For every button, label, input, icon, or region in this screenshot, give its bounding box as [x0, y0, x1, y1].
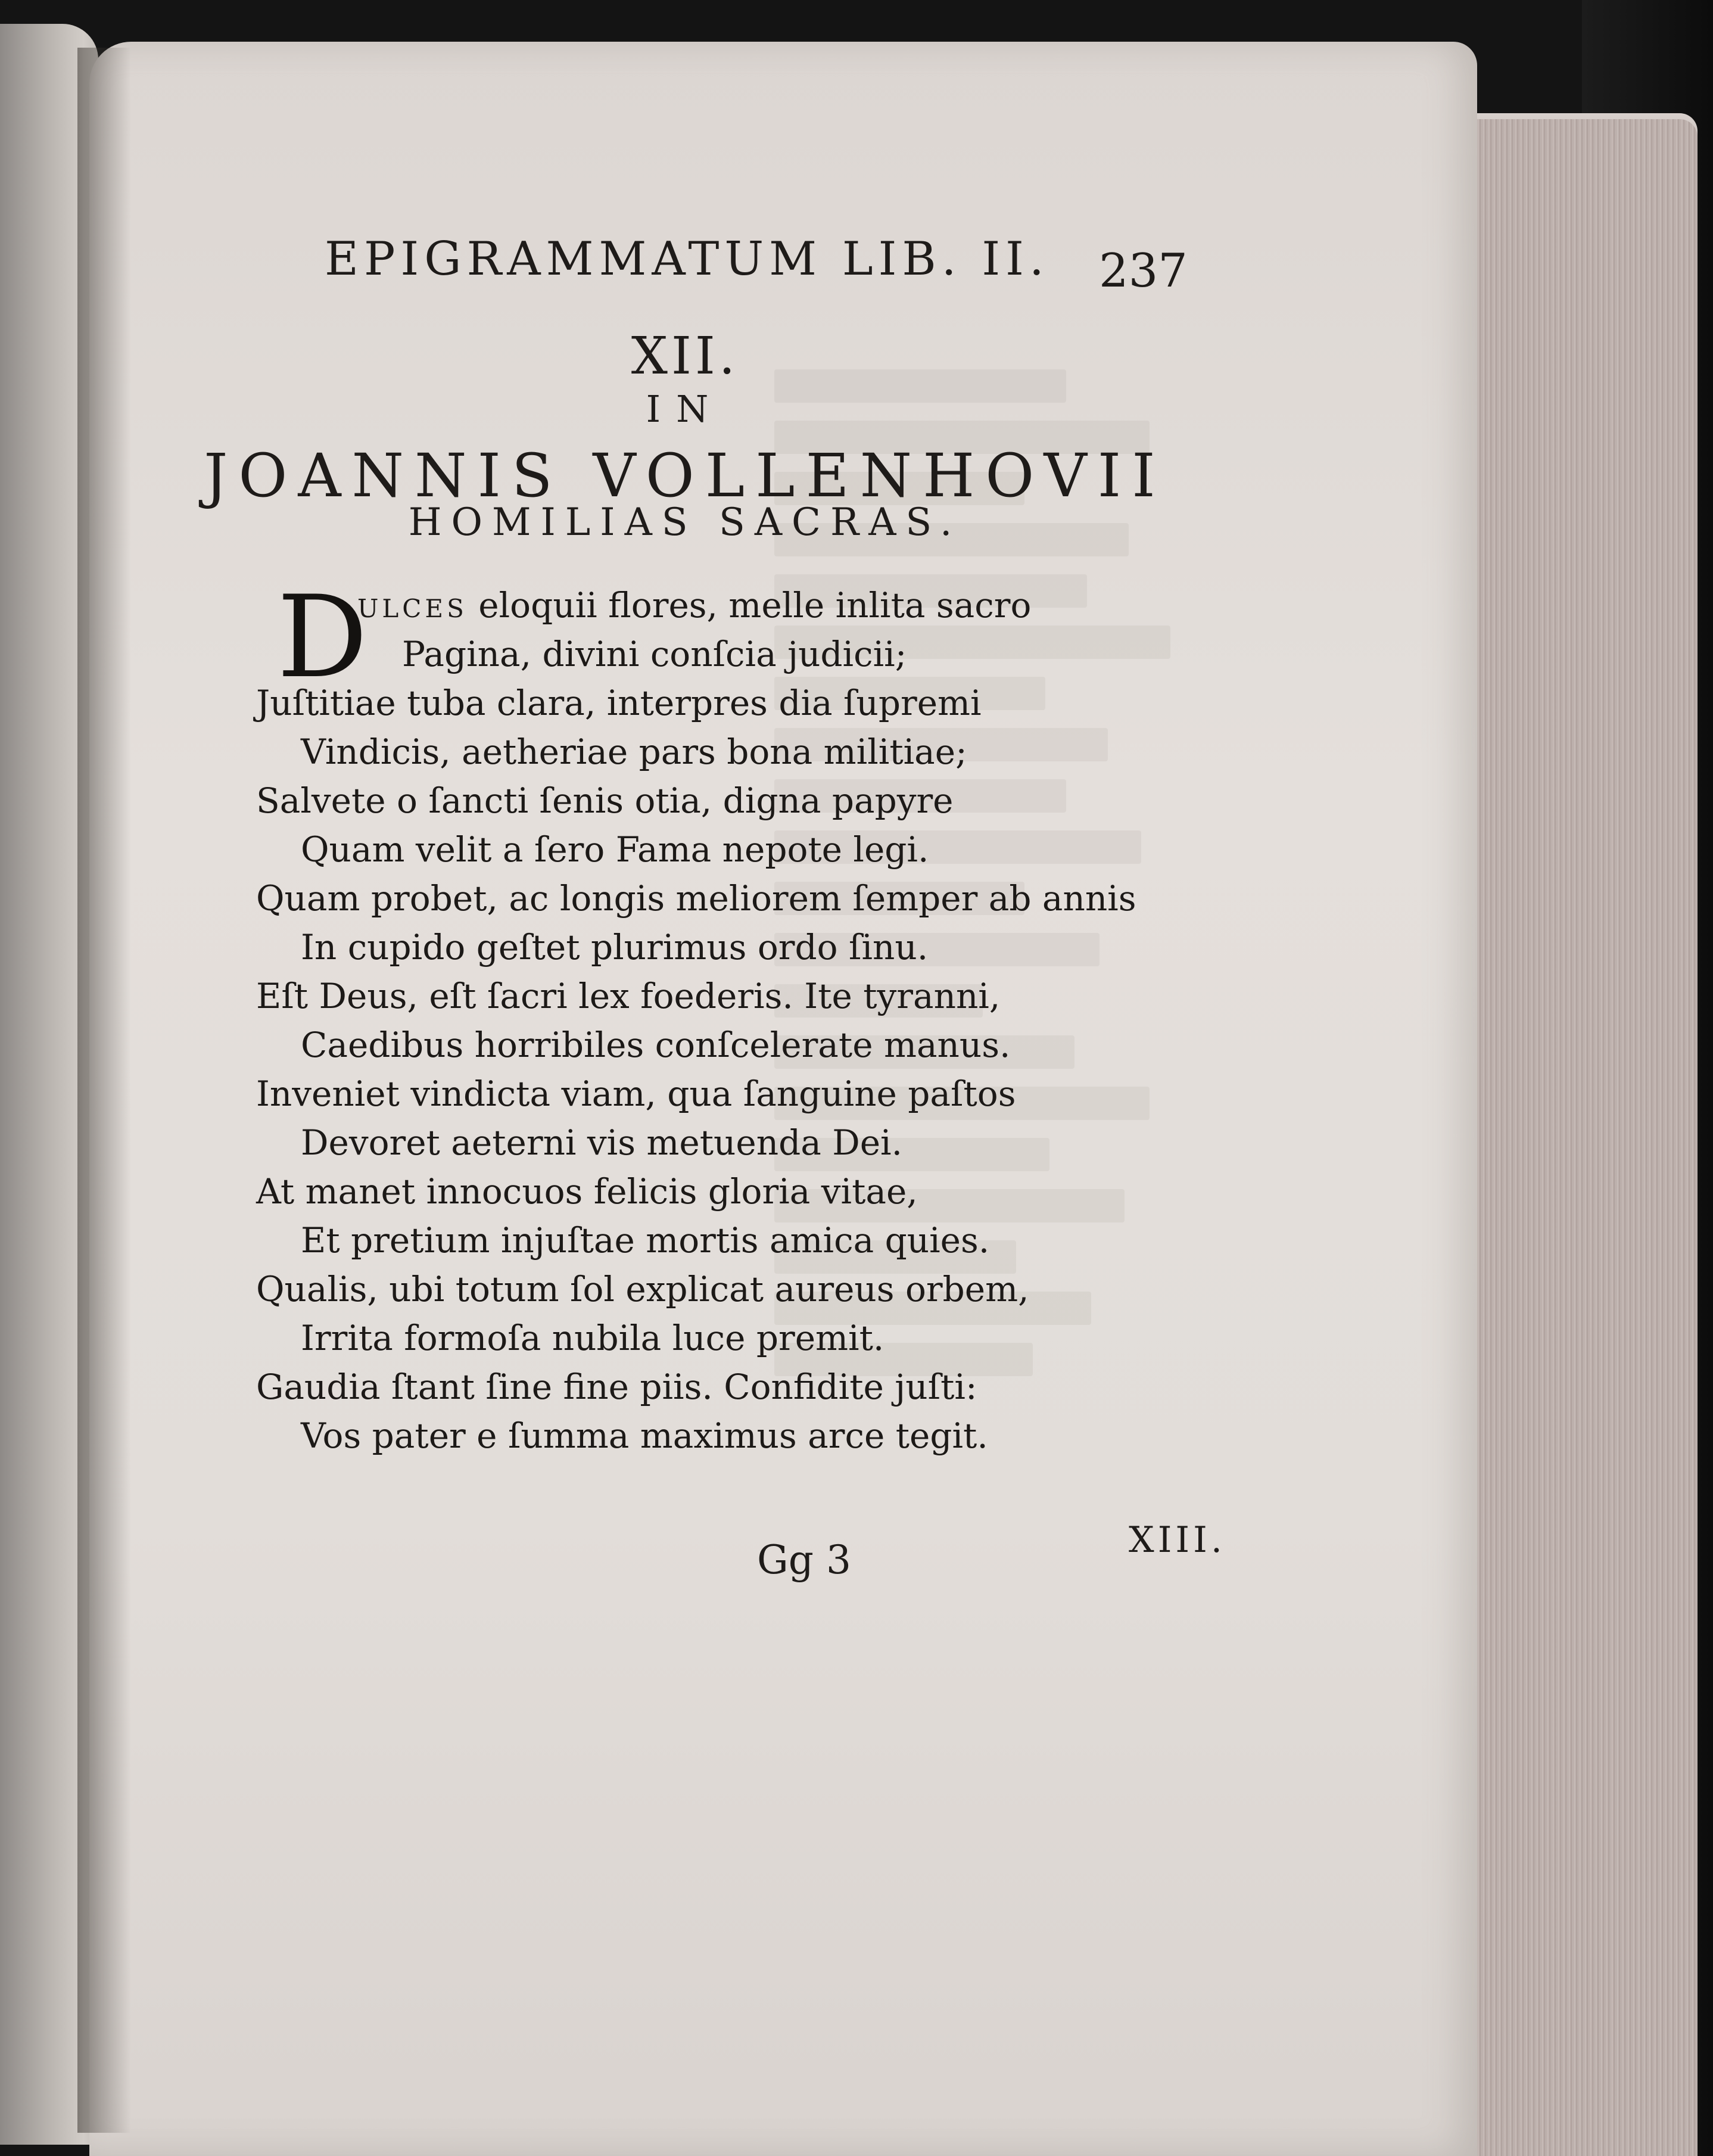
- verse-line: Gaudia ſtant ſine fine piis. Confidite juſti:: [256, 1367, 977, 1407]
- signature-mark: Gg 3: [757, 1537, 851, 1583]
- running-title: EPIGRAMMATUM LIB. II.: [325, 232, 1049, 286]
- page-number: 237: [1099, 244, 1188, 298]
- verse-line: In cupido geſtet plurimus ordo ſinu.: [301, 927, 929, 967]
- verse-line: Caedibus horribiles conſcelerate manus.: [301, 1025, 1011, 1065]
- poem-body: [256, 571, 1150, 1460]
- poem-number: XII.: [631, 326, 739, 386]
- verse-line: Et pretium injuſtae mortis amica quies.: [301, 1220, 990, 1261]
- gutter-shadow: [77, 48, 131, 2133]
- page-header: [325, 232, 1188, 298]
- verse-line: Salvete o ſancti ſenis otia, digna papyre: [256, 780, 954, 821]
- poem-title: JOANNIS VOLLENHOVII: [204, 441, 1166, 511]
- small-caps-word: ULCES: [357, 594, 468, 623]
- verse-line: Quam probet, ac longis meliorem ſemper ab annis: [256, 878, 1136, 919]
- verse-line: Qualis, ubi totum ſol explicat aureus orbem,: [256, 1269, 1029, 1309]
- poem-in: IN: [646, 387, 724, 431]
- verse-line: Vos pater e ſumma maximus arce tegit.: [301, 1415, 988, 1456]
- catchword: XIII.: [1129, 1519, 1226, 1561]
- verse-text: eloquii flores, melle inlita sacro: [467, 585, 1032, 626]
- poem-subtitle: HOMILIAS SACRAS.: [408, 500, 962, 545]
- verse-line: Eſt Deus, eſt ſacri lex foederis. Ite tyranni,: [256, 976, 1001, 1016]
- verse-line: Irrita formoſa nubila luce premit.: [301, 1318, 884, 1358]
- verse-line: [256, 581, 1150, 630]
- verse-line: At manet innocuos felicis gloria vitae,: [256, 1171, 918, 1212]
- verse-line: Juſtitiae tuba clara, interpres dia ſupremi: [256, 683, 982, 723]
- verse-line: Pagina, divini conſcia judicii;: [402, 634, 907, 674]
- verse-line: Quam velit a ſero Fama nepote legi.: [301, 829, 929, 870]
- verse-line: Vindicis, aetheriae pars bona militiae;: [301, 732, 967, 772]
- verse-line: Inveniet vindicta viam, qua ſanguine paſtos: [256, 1074, 1016, 1114]
- drop-cap: D: [277, 571, 368, 703]
- verse-line: Devoret aeterni vis metuenda Dei.: [301, 1122, 903, 1163]
